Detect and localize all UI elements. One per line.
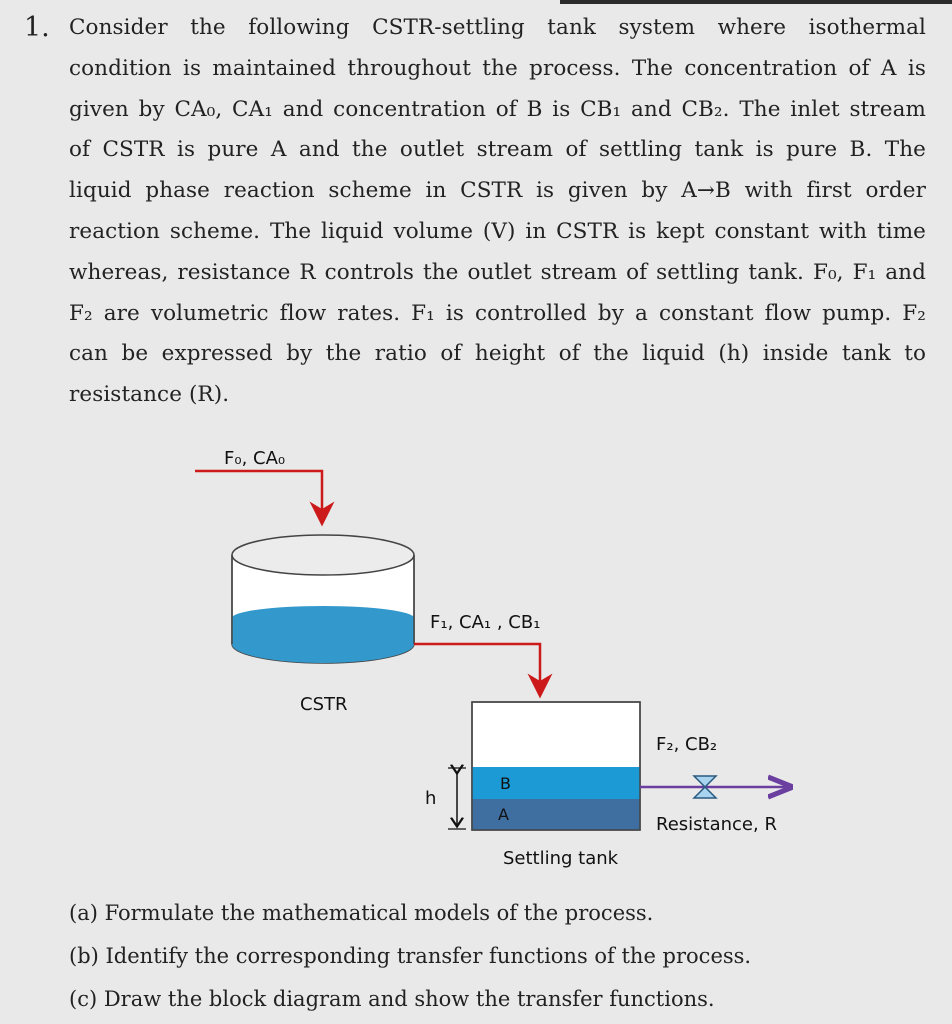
part-b: (b) Identify the corresponding transfer functions of the process. [69, 944, 752, 968]
question-line: resistance (R). [69, 382, 230, 408]
inlet-label: F₀, CA₀ [224, 448, 286, 469]
cstr-label: CSTR [300, 694, 348, 715]
transfer-arrow [414, 644, 540, 686]
part-a: (a) Formulate the mathematical models of the process. [69, 901, 654, 925]
layer-b-label: B [500, 774, 511, 793]
question-parts [69, 892, 751, 1021]
question-line: of CSTR is pure A and the outlet stream of settling tank is pure B. The [69, 137, 926, 163]
question-line: can be expressed by the ratio of height of the liquid (h) inside tank to [69, 341, 926, 367]
cstr-vessel [232, 535, 414, 663]
question-line: Consider the following CSTR-settling tank system where isothermal [69, 15, 926, 40]
layer-a-label: A [498, 805, 509, 824]
part-c: (c) Draw the block diagram and show the transfer functions. [69, 987, 715, 1011]
question-line: whereas, resistance R controls the outlet stream of settling tank. F₀, F₁ and [69, 259, 926, 285]
question-number: 1. [24, 12, 50, 43]
resistance-label: Resistance, R [656, 814, 777, 835]
question-line: given by CA₀, CA₁ and concentration of B is CB₁ and CB₂. The inlet stream [69, 96, 926, 122]
question-line: liquid phase reaction scheme in CSTR is given by A→B with first order [69, 178, 926, 204]
question-line: reaction scheme. The liquid volume (V) in CSTR is kept constant with time [69, 218, 926, 244]
inlet-arrow [195, 471, 322, 514]
question-line: condition is maintained throughout the process. The concentration of A is [69, 55, 926, 81]
height-label: h [425, 788, 437, 809]
question-line: F₂ are volumetric flow rates. F₁ is controlled by a constant flow pump. F₂ [69, 300, 926, 326]
outlet-label: F₂, CB₂ [656, 734, 718, 755]
transfer-label: F₁, CA₁ , CB₁ [430, 612, 541, 633]
tank-label: Settling tank [503, 848, 619, 869]
